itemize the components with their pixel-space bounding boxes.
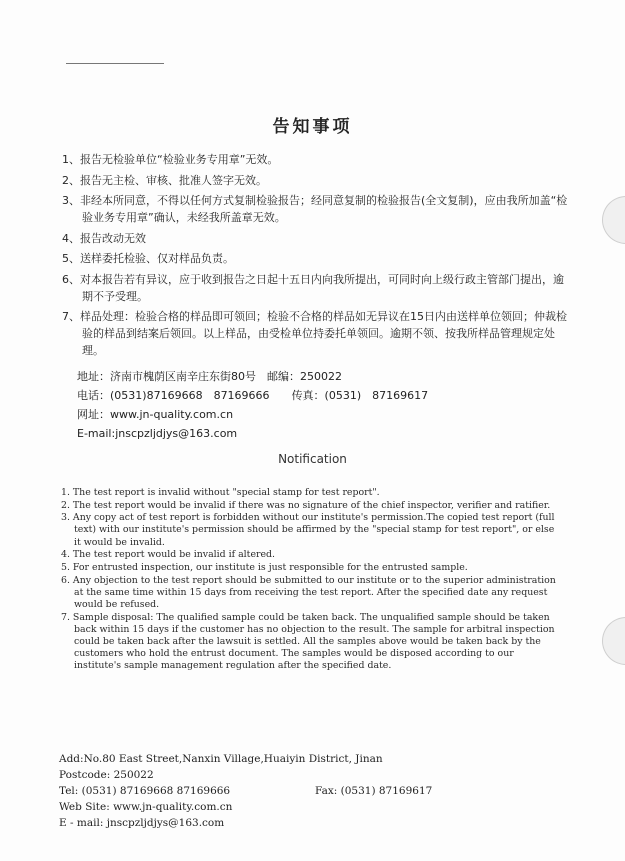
en-fax: Fax: (0531) 87169617	[315, 785, 433, 797]
cn-postcode: 邮编：250022	[267, 370, 342, 383]
en-item-3: 3. Any copy act of test report is forbidden without our institute's permission.The copied test report (full text) with our institute's permission should be affirmed by the "special stamp for test report", or else it would be invalid.	[61, 512, 555, 548]
cn-address: 地址：济南市槐荫区南辛庄东街80号	[77, 370, 256, 383]
en-website: Web Site: www.jn-quality.com.cn	[59, 801, 233, 813]
cn-fax: 传真：(0531) 87169617	[291, 389, 429, 402]
cn-contact-block	[77, 367, 547, 443]
en-item-4: 4. The test report would be invalid if altered.	[61, 549, 275, 561]
header-rule	[66, 63, 164, 64]
cn-item-6: 6、对本报告若有异议，应于收到报告之日起十五日内向我所提出，可同时向上级行政主管部门提出，逾期不予受理。	[62, 272, 564, 303]
en-contact-block	[59, 751, 539, 831]
punch-hole-bottom	[602, 617, 625, 665]
en-item-2: 2. The test report would be invalid if there was no signature of the chief inspector, verifier and ratifier.	[61, 499, 551, 511]
en-item-6: 6. Any objection to the test report should be submitted to our institute or to the superior administration at the same time within 15 days from receiving the test report. After the specified date any request would be refused.	[61, 574, 556, 610]
punch-hole-top	[602, 196, 625, 244]
cn-item-1: 1、报告无检验单位“检验业务专用章”无效。	[62, 153, 279, 166]
en-item-1: 1. The test report is invalid without "special stamp for test report".	[61, 487, 380, 498]
cn-item-3: 3、非经本所同意，不得以任何方式复制检验报告；经同意复制的检验报告(全文复制)，应由我所加盖“检验业务专用章”确认，未经我所盖章无效。	[62, 194, 568, 224]
en-title: Notification	[278, 452, 347, 466]
cn-item-2: 2、报告无主检、审核、批准人签字无效。	[62, 173, 267, 187]
cn-notice-list	[62, 151, 572, 363]
cn-title: 告知事项	[272, 117, 353, 137]
en-email: E - mail: jnscpzljdjys@163.com	[59, 817, 225, 829]
en-notice-list	[61, 487, 556, 673]
en-tel-row	[59, 783, 539, 799]
en-item-7: 7. Sample disposal: The qualified sample could be taken back. The unqualified sample should be taken back within 15 days if the customer has no objection to the result. The sample for arbitral inspection could be taken back after the lawsuit is settled. All the samples above would be taken back by the customers who hold the entrust document. The samples would be disposed according to our institute's sample management regulation after the specified date.	[61, 611, 555, 671]
en-tel: Tel: (0531) 87169668 87169666	[59, 785, 231, 797]
cn-item-4: 4、报告改动无效	[62, 231, 146, 245]
en-address: Add:No.80 East Street,Nanxin Village,Huaiyin District, Jinan	[59, 753, 383, 765]
cn-email: E-mail:jnscpzljdjys@163.com	[77, 427, 238, 440]
en-postcode: Postcode: 250022	[59, 769, 154, 781]
cn-item-5: 5、送样委托检验、仅对样品负责。	[62, 252, 234, 265]
cn-tel: 电话：(0531)87169668 87169666	[77, 389, 270, 402]
cn-item-7: 7、样品处理：检验合格的样品即可领回；检验不合格的样品如无异议在15日内由送样单位领回；仲裁检验的样品到结案后领回。以上样品，由受检单位持委托单领回。逾期不领、按我所样品管理规定处理。	[62, 310, 567, 357]
cn-website: 网址：www.jn-quality.com.cn	[77, 408, 234, 421]
en-item-5: 5. For entrusted inspection, our institute is just responsible for the entrusted sample.	[61, 561, 468, 573]
